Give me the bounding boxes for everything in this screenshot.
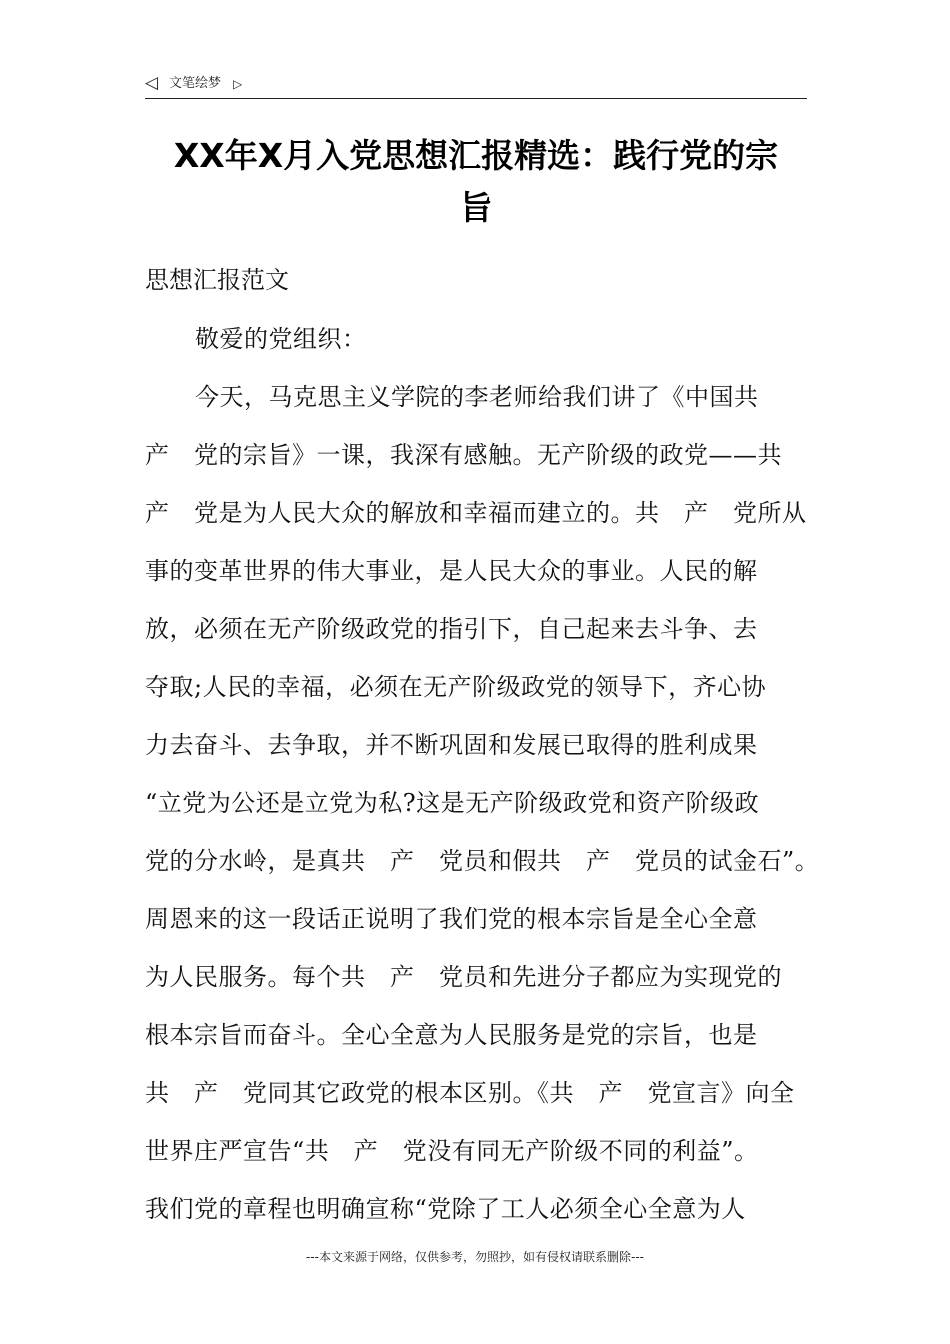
body-line: 根本宗旨而奋斗。全心全意为人民服务是党的宗旨，也是 xyxy=(145,1021,758,1049)
body-line: 为人民服务。每个共 产 党员和先进分子都应为实现党的 xyxy=(145,963,782,991)
body-line: 今天，马克思主义学院的李老师给我们讲了《中国共 xyxy=(195,383,759,411)
left-triangle-icon: ◁ xyxy=(145,73,159,93)
page-footer: ---本文来源于网络，仅供参考，勿照抄，如有侵权请联系删除--- xyxy=(306,1250,644,1264)
body-line: 周恩来的这一段话正说明了我们党的根本宗旨是全心全意 xyxy=(145,905,758,933)
body-line: 共 产 党同其它政党的根本区别。《共 产 党宣言》向全 xyxy=(145,1079,795,1107)
body-line: 产 党的宗旨》一课，我深有感触。无产阶级的政党——共 xyxy=(145,441,782,469)
body-line: 夺取;人民的幸福，必须在无产阶级政党的领导下，齐心协 xyxy=(145,673,767,701)
body-line: 世界庄严宣告“共 产 党没有同无产阶级不同的利益”。 xyxy=(145,1137,759,1165)
page-header xyxy=(145,72,807,99)
body-line: 事的变革世界的伟大事业，是人民大众的事业。人民的解 xyxy=(145,557,758,585)
category-label: 思想汇报范文 xyxy=(145,266,289,294)
right-triangle-icon: ▷ xyxy=(233,77,243,91)
document-title xyxy=(145,130,807,234)
body-line: “立党为公还是立党为私?这是无产阶级政党和资产阶级政 xyxy=(145,789,760,817)
body-line: 党的分水岭，是真共 产 党员和假共 产 党员的试金石”。 xyxy=(145,847,820,875)
salutation: 敬爱的党组织： xyxy=(195,325,367,353)
header-brand: 文笔绘梦 xyxy=(169,76,222,91)
body-line: 放，必须在无产阶级政党的指引下，自己起来去斗争、去 xyxy=(145,615,758,643)
title-line: 旨 xyxy=(459,188,493,227)
document-body xyxy=(145,320,820,1248)
body-line: 产 党是为人民大众的解放和幸福而建立的。共 产 党所从 xyxy=(145,499,807,527)
body-line: 我们党的章程也明确宣称“党除了工人必须全心全意为人 xyxy=(145,1195,746,1223)
body-line: 力去奋斗、去争取，并不断巩固和发展已取得的胜利成果 xyxy=(145,731,758,759)
title-line: XX年X月入党思想汇报精选：践行党的宗 xyxy=(173,136,779,175)
